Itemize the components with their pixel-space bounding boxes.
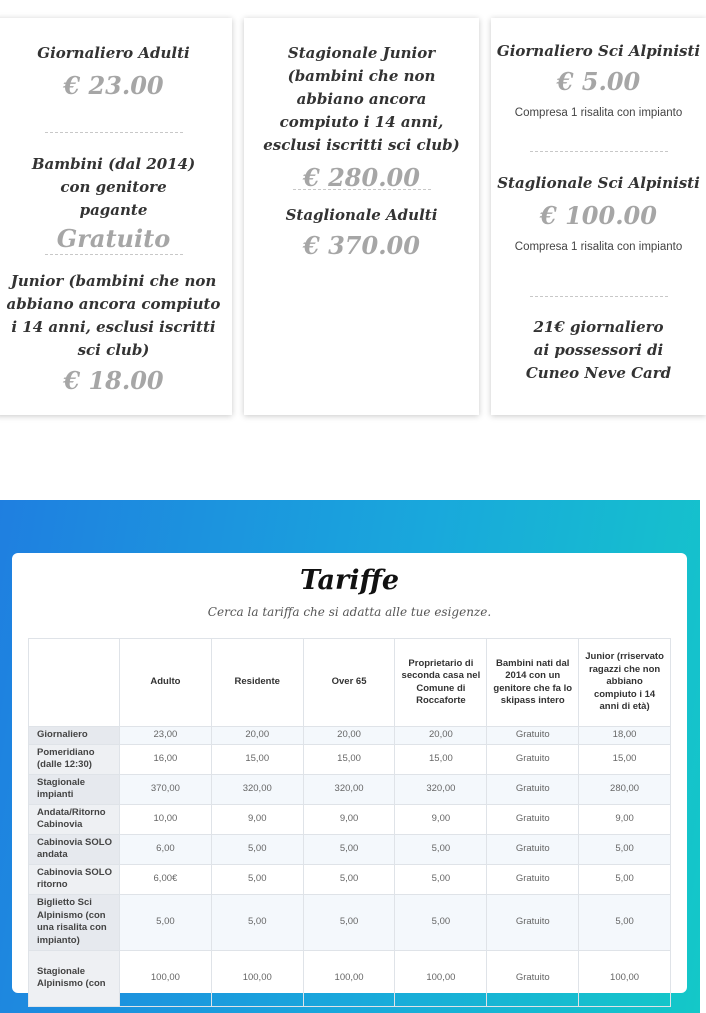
table-cell: 5,00 xyxy=(579,894,671,950)
table-cell: Gratuito xyxy=(487,834,579,864)
column-header: Over 65 xyxy=(303,639,395,727)
table-cell: 9,00 xyxy=(303,804,395,834)
table-cell: Gratuito xyxy=(487,744,579,774)
tariffe-table xyxy=(28,638,671,1007)
table-cell: 10,00 xyxy=(120,804,212,834)
table-cell: 16,00 xyxy=(120,744,212,774)
item-title-line: ai possessori di xyxy=(533,341,664,359)
card-item xyxy=(0,42,232,101)
table-cell: 320,00 xyxy=(211,774,303,804)
table-cell: 23,00 xyxy=(120,727,212,745)
item-price: Gratuito xyxy=(56,224,171,253)
table-cell: 5,00 xyxy=(211,834,303,864)
table-cell: 5,00 xyxy=(395,894,487,950)
table-row xyxy=(29,804,671,834)
price-card-2 xyxy=(244,18,479,415)
column-header: Proprietario di seconda casa nel Comune di Roccaforte xyxy=(395,639,487,727)
price-card-3 xyxy=(491,18,706,415)
card-item xyxy=(244,204,479,261)
item-title: Staglionale Adulti xyxy=(285,206,438,224)
table-row xyxy=(29,727,671,745)
card-item xyxy=(244,42,479,193)
item-title: Bambini (dal 2014) con genitore pagante xyxy=(31,155,196,219)
table-row xyxy=(29,894,671,950)
table-row xyxy=(29,834,671,864)
row-header: Pomeridiano (dalle 12:30) xyxy=(29,744,120,774)
table-cell: 9,00 xyxy=(579,804,671,834)
item-title-line: 21€ giornaliero xyxy=(533,318,664,336)
table-cell: 5,00 xyxy=(120,894,212,950)
table-row xyxy=(29,774,671,804)
item-title: Junior (bambini che non abbiano ancora compiuto i 14 anni, esclusi iscritti sci club) xyxy=(6,272,221,359)
column-header: Junior (rriservato ragazzi che non abbiano compiuto i 14 anni di età) xyxy=(579,639,671,727)
item-note: Compresa 1 risalita con impianto xyxy=(514,107,683,119)
table-cell: Gratuito xyxy=(487,864,579,894)
table-cell: 320,00 xyxy=(395,774,487,804)
tariffe-panel xyxy=(12,553,687,993)
table-cell: 5,00 xyxy=(579,834,671,864)
item-price: € 23.00 xyxy=(63,71,164,100)
table-cell: 370,00 xyxy=(120,774,212,804)
divider xyxy=(293,189,431,190)
table-cell: Gratuito xyxy=(487,894,579,950)
table-cell: Gratuito xyxy=(487,804,579,834)
table-cell: 100,00 xyxy=(579,950,671,1006)
card-item xyxy=(491,316,706,385)
item-price: € 280.00 xyxy=(303,163,420,192)
table-header-row xyxy=(29,639,671,727)
row-header: Stagionale impianti xyxy=(29,774,120,804)
table-cell: 5,00 xyxy=(395,834,487,864)
table-cell: 100,00 xyxy=(120,950,212,1006)
price-card-1 xyxy=(0,18,232,415)
table-cell: 5,00 xyxy=(211,894,303,950)
row-header: Andata/Ritorno Cabinovia xyxy=(29,804,120,834)
item-title: Giornaliero Adulti xyxy=(37,44,190,62)
table-cell: 6,00€ xyxy=(120,864,212,894)
item-title-line: Cuneo Neve Card xyxy=(525,364,672,382)
column-header: Residente xyxy=(211,639,303,727)
item-note: Compresa 1 risalita con impianto xyxy=(514,241,683,253)
item-price: € 100.00 xyxy=(540,201,657,230)
item-title: Giornaliero Sci Alpinisti xyxy=(496,42,701,60)
table-cell: Gratuito xyxy=(487,950,579,1006)
table-row xyxy=(29,950,671,1006)
card-item xyxy=(491,172,706,255)
table-cell: Gratuito xyxy=(487,727,579,745)
table-cell: 18,00 xyxy=(579,727,671,745)
table-cell: 9,00 xyxy=(211,804,303,834)
table-row xyxy=(29,864,671,894)
table-cell: 5,00 xyxy=(303,834,395,864)
table-cell: 5,00 xyxy=(579,864,671,894)
card-item xyxy=(0,153,232,254)
table-cell: Gratuito xyxy=(487,774,579,804)
card-item xyxy=(0,270,232,396)
tariffe-subtitle: Cerca la tariffa che si adatta alle tue esigenze. xyxy=(207,605,492,619)
column-header xyxy=(29,639,120,727)
row-header: Cabinovia SOLO ritorno xyxy=(29,864,120,894)
row-header: Giornaliero xyxy=(29,727,120,745)
column-header: Bambini nati dal 2014 con un genitore che fa lo skipass intero xyxy=(487,639,579,727)
table-cell: 5,00 xyxy=(211,864,303,894)
table-cell: 20,00 xyxy=(395,727,487,745)
item-price: € 370.00 xyxy=(303,231,420,260)
divider xyxy=(530,151,668,152)
table-cell: 15,00 xyxy=(211,744,303,774)
table-cell: 15,00 xyxy=(579,744,671,774)
table-cell: 5,00 xyxy=(303,894,395,950)
table-cell: 100,00 xyxy=(395,950,487,1006)
table-cell: 280,00 xyxy=(579,774,671,804)
table-cell: 100,00 xyxy=(211,950,303,1006)
table-cell: 320,00 xyxy=(303,774,395,804)
item-price: € 5.00 xyxy=(556,67,641,96)
card-item xyxy=(491,40,706,121)
table-cell: 5,00 xyxy=(303,864,395,894)
table-cell: 9,00 xyxy=(395,804,487,834)
table-cell: 5,00 xyxy=(395,864,487,894)
row-header: Stagionale Alpinismo (con xyxy=(29,950,120,1006)
table-cell: 15,00 xyxy=(303,744,395,774)
table-cell: 20,00 xyxy=(211,727,303,745)
table-cell: 15,00 xyxy=(395,744,487,774)
tariffe-title: Tariffe xyxy=(300,565,399,596)
item-price: € 18.00 xyxy=(63,366,164,395)
item-title: Stagionale Junior (bambini che non abbiano ancora compiuto i 14 anni, esclusi iscritti sci club) xyxy=(263,44,460,154)
table-cell: 100,00 xyxy=(303,950,395,1006)
tariffe-table-scroll[interactable] xyxy=(28,638,671,989)
divider xyxy=(530,296,668,297)
column-header: Adulto xyxy=(120,639,212,727)
divider xyxy=(45,132,183,133)
item-title: Staglionale Sci Alpinisti xyxy=(497,174,700,192)
row-header: Cabinovia SOLO andata xyxy=(29,834,120,864)
table-cell: 6,00 xyxy=(120,834,212,864)
table-row xyxy=(29,744,671,774)
table-cell: 20,00 xyxy=(303,727,395,745)
price-cards xyxy=(0,0,700,420)
row-header: Biglietto Sci Alpinismo (con una risalita con impianto) xyxy=(29,894,120,950)
divider xyxy=(45,254,183,255)
